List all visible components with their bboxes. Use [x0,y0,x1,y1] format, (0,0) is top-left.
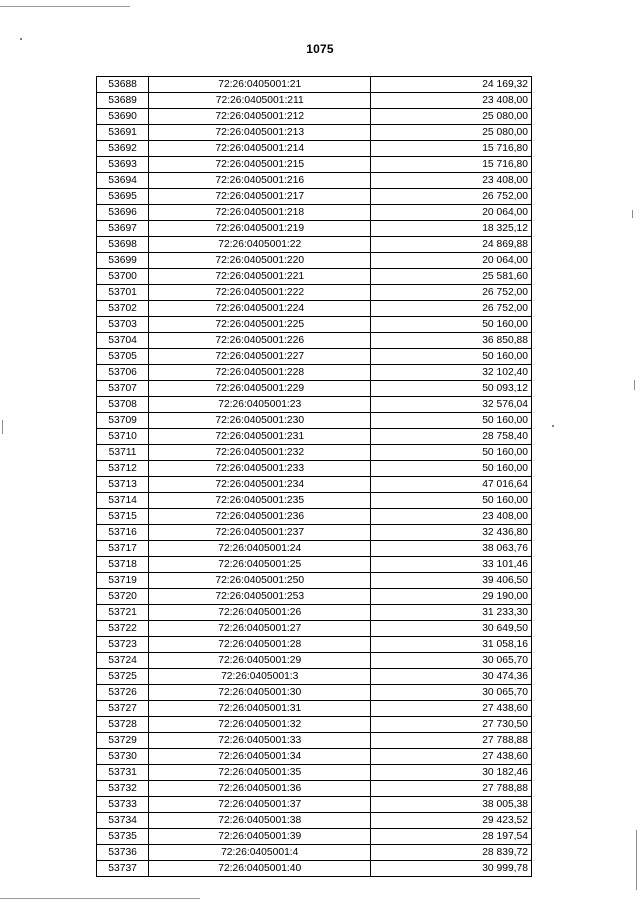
cadastral-number-cell: 72:26:0405001:25 [149,557,371,573]
table-row [97,77,532,93]
cadastral-number-cell: 72:26:0405001:253 [149,589,371,605]
scan-edge-line-bottom [0,898,200,899]
table-row [97,285,532,301]
cadastral-number-cell: 72:26:0405001:228 [149,365,371,381]
value-cell: 30 649,50 [371,621,532,637]
row-number-cell: 53719 [97,573,149,589]
value-cell: 27 730,50 [371,717,532,733]
row-number-cell: 53708 [97,397,149,413]
scan-speck [552,425,554,427]
table-row [97,621,532,637]
table-row [97,829,532,845]
value-cell: 15 716,80 [371,141,532,157]
table-row [97,541,532,557]
row-number-cell: 53724 [97,653,149,669]
table-row [97,525,532,541]
table-row [97,301,532,317]
table-row [97,221,532,237]
cadastral-number-cell: 72:26:0405001:233 [149,461,371,477]
table-row [97,237,532,253]
value-cell: 27 788,88 [371,781,532,797]
row-number-cell: 53701 [97,285,149,301]
cadastral-number-cell: 72:26:0405001:31 [149,701,371,717]
row-number-cell: 53720 [97,589,149,605]
cadastral-number-cell: 72:26:0405001:218 [149,205,371,221]
row-number-cell: 53688 [97,77,149,93]
cadastral-number-cell: 72:26:0405001:211 [149,93,371,109]
value-cell: 18 325,12 [371,221,532,237]
cadastral-number-cell: 72:26:0405001:28 [149,637,371,653]
table-row [97,461,532,477]
table-row [97,413,532,429]
row-number-cell: 53717 [97,541,149,557]
value-cell: 39 406,50 [371,573,532,589]
value-cell: 32 436,80 [371,525,532,541]
table-row [97,333,532,349]
row-number-cell: 53735 [97,829,149,845]
cadastral-number-cell: 72:26:0405001:29 [149,653,371,669]
cadastral-number-cell: 72:26:0405001:232 [149,445,371,461]
table-row [97,205,532,221]
value-cell: 23 408,00 [371,173,532,189]
row-number-cell: 53702 [97,301,149,317]
table-row [97,397,532,413]
value-cell: 50 160,00 [371,493,532,509]
row-number-cell: 53691 [97,125,149,141]
table-row [97,605,532,621]
cadastral-number-cell: 72:26:0405001:220 [149,253,371,269]
row-number-cell: 53721 [97,605,149,621]
table-row [97,125,532,141]
table-row [97,717,532,733]
row-number-cell: 53737 [97,861,149,877]
table-row [97,349,532,365]
scan-margin-mark [2,420,3,434]
value-cell: 25 080,00 [371,125,532,141]
table-row [97,173,532,189]
value-cell: 50 160,00 [371,317,532,333]
row-number-cell: 53690 [97,109,149,125]
table-row [97,141,532,157]
row-number-cell: 53698 [97,237,149,253]
cadastral-number-cell: 72:26:0405001:214 [149,141,371,157]
cadastral-number-cell: 72:26:0405001:23 [149,397,371,413]
cadastral-number-cell: 72:26:0405001:215 [149,157,371,173]
cadastral-number-cell: 72:26:0405001:38 [149,813,371,829]
table-row [97,749,532,765]
value-cell: 32 576,04 [371,397,532,413]
table-row [97,317,532,333]
value-cell: 20 064,00 [371,205,532,221]
value-cell: 30 999,78 [371,861,532,877]
row-number-cell: 53723 [97,637,149,653]
value-cell: 15 716,80 [371,157,532,173]
cadastral-number-cell: 72:26:0405001:213 [149,125,371,141]
table-row [97,797,532,813]
value-cell: 50 160,00 [371,461,532,477]
value-cell: 25 080,00 [371,109,532,125]
value-cell: 50 160,00 [371,349,532,365]
cadastral-number-cell: 72:26:0405001:230 [149,413,371,429]
table-row [97,557,532,573]
table-row [97,573,532,589]
row-number-cell: 53689 [97,93,149,109]
cadastral-number-cell: 72:26:0405001:27 [149,621,371,637]
row-number-cell: 53716 [97,525,149,541]
value-cell: 47 016,64 [371,477,532,493]
table-row [97,861,532,877]
cadastral-number-cell: 72:26:0405001:237 [149,525,371,541]
table-row [97,589,532,605]
cadastral-number-cell: 72:26:0405001:221 [149,269,371,285]
row-number-cell: 53715 [97,509,149,525]
row-number-cell: 53707 [97,381,149,397]
table-row [97,253,532,269]
table-row [97,845,532,861]
value-cell: 30 474,36 [371,669,532,685]
value-cell: 31 233,30 [371,605,532,621]
table-row [97,701,532,717]
value-cell: 27 438,60 [371,749,532,765]
row-number-cell: 53696 [97,205,149,221]
table-row [97,685,532,701]
value-cell: 31 058,16 [371,637,532,653]
table-row [97,653,532,669]
table-row [97,781,532,797]
value-cell: 28 839,72 [371,845,532,861]
row-number-cell: 53714 [97,493,149,509]
table-row [97,381,532,397]
table-row [97,493,532,509]
table-row [97,765,532,781]
row-number-cell: 53731 [97,765,149,781]
row-number-cell: 53736 [97,845,149,861]
table-row [97,509,532,525]
cadastral-number-cell: 72:26:0405001:231 [149,429,371,445]
table-row [97,269,532,285]
table-row [97,93,532,109]
row-number-cell: 53706 [97,365,149,381]
cadastral-number-cell: 72:26:0405001:236 [149,509,371,525]
row-number-cell: 53705 [97,349,149,365]
cadastral-number-cell: 72:26:0405001:30 [149,685,371,701]
cadastral-number-cell: 72:26:0405001:4 [149,845,371,861]
cadastral-number-cell: 72:26:0405001:227 [149,349,371,365]
row-number-cell: 53695 [97,189,149,205]
row-number-cell: 53692 [97,141,149,157]
value-cell: 38 005,38 [371,797,532,813]
table-row [97,733,532,749]
row-number-cell: 53718 [97,557,149,573]
cadastral-number-cell: 72:26:0405001:234 [149,477,371,493]
value-cell: 27 438,60 [371,701,532,717]
value-cell: 50 160,00 [371,445,532,461]
table-row [97,365,532,381]
row-number-cell: 53697 [97,221,149,237]
cadastral-number-cell: 72:26:0405001:216 [149,173,371,189]
cadastral-number-cell: 72:26:0405001:22 [149,237,371,253]
scan-margin-mark [632,210,633,218]
cadastral-number-cell: 72:26:0405001:35 [149,765,371,781]
row-number-cell: 53709 [97,413,149,429]
scan-edge-line-top [0,6,130,7]
row-number-cell: 53733 [97,797,149,813]
registry-table [96,76,532,877]
value-cell: 50 160,00 [371,413,532,429]
value-cell: 26 752,00 [371,189,532,205]
table-row [97,637,532,653]
value-cell: 27 788,88 [371,733,532,749]
table-row [97,477,532,493]
row-number-cell: 53726 [97,685,149,701]
row-number-cell: 53734 [97,813,149,829]
value-cell: 30 065,70 [371,685,532,701]
cadastral-number-cell: 72:26:0405001:225 [149,317,371,333]
row-number-cell: 53729 [97,733,149,749]
cadastral-number-cell: 72:26:0405001:229 [149,381,371,397]
value-cell: 30 065,70 [371,653,532,669]
value-cell: 36 850,88 [371,333,532,349]
value-cell: 28 197,54 [371,829,532,845]
row-number-cell: 53722 [97,621,149,637]
cadastral-number-cell: 72:26:0405001:250 [149,573,371,589]
table-row [97,189,532,205]
value-cell: 32 102,40 [371,365,532,381]
row-number-cell: 53710 [97,429,149,445]
value-cell: 28 758,40 [371,429,532,445]
value-cell: 29 190,00 [371,589,532,605]
row-number-cell: 53700 [97,269,149,285]
table-row [97,669,532,685]
row-number-cell: 53693 [97,157,149,173]
cadastral-number-cell: 72:26:0405001:24 [149,541,371,557]
scan-speck [20,38,22,40]
table-row [97,109,532,125]
row-number-cell: 53704 [97,333,149,349]
value-cell: 24 869,88 [371,237,532,253]
row-number-cell: 53713 [97,477,149,493]
row-number-cell: 53725 [97,669,149,685]
table-row [97,445,532,461]
cadastral-number-cell: 72:26:0405001:226 [149,333,371,349]
value-cell: 38 063,76 [371,541,532,557]
cadastral-number-cell: 72:26:0405001:21 [149,77,371,93]
value-cell: 29 423,52 [371,813,532,829]
cadastral-number-cell: 72:26:0405001:222 [149,285,371,301]
table-row [97,157,532,173]
value-cell: 33 101,46 [371,557,532,573]
row-number-cell: 53730 [97,749,149,765]
value-cell: 26 752,00 [371,285,532,301]
cadastral-number-cell: 72:26:0405001:26 [149,605,371,621]
row-number-cell: 53732 [97,781,149,797]
row-number-cell: 53728 [97,717,149,733]
row-number-cell: 53694 [97,173,149,189]
scan-margin-mark [636,830,637,890]
cadastral-number-cell: 72:26:0405001:219 [149,221,371,237]
row-number-cell: 53711 [97,445,149,461]
value-cell: 30 182,46 [371,765,532,781]
value-cell: 25 581,60 [371,269,532,285]
cadastral-number-cell: 72:26:0405001:32 [149,717,371,733]
cadastral-number-cell: 72:26:0405001:3 [149,669,371,685]
value-cell: 24 169,32 [371,77,532,93]
row-number-cell: 53727 [97,701,149,717]
value-cell: 23 408,00 [371,509,532,525]
scan-margin-mark [634,380,635,390]
value-cell: 20 064,00 [371,253,532,269]
cadastral-number-cell: 72:26:0405001:235 [149,493,371,509]
value-cell: 26 752,00 [371,301,532,317]
cadastral-number-cell: 72:26:0405001:39 [149,829,371,845]
cadastral-number-cell: 72:26:0405001:224 [149,301,371,317]
row-number-cell: 53699 [97,253,149,269]
cadastral-number-cell: 72:26:0405001:37 [149,797,371,813]
page-number: 1075 [306,42,334,56]
table-row [97,429,532,445]
row-number-cell: 53712 [97,461,149,477]
registry-table-body [97,77,532,877]
cadastral-number-cell: 72:26:0405001:40 [149,861,371,877]
table-row [97,813,532,829]
cadastral-number-cell: 72:26:0405001:217 [149,189,371,205]
value-cell: 50 093,12 [371,381,532,397]
row-number-cell: 53703 [97,317,149,333]
cadastral-number-cell: 72:26:0405001:33 [149,733,371,749]
cadastral-number-cell: 72:26:0405001:212 [149,109,371,125]
cadastral-number-cell: 72:26:0405001:34 [149,749,371,765]
cadastral-number-cell: 72:26:0405001:36 [149,781,371,797]
value-cell: 23 408,00 [371,93,532,109]
